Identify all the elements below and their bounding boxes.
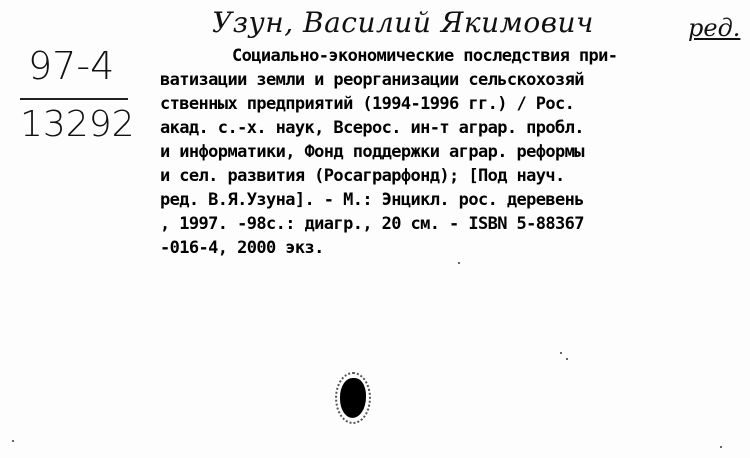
call-number-divider: [20, 98, 128, 100]
call-number-top: 97-4: [28, 44, 115, 88]
typed-line-2: ватизации земли и реорганизации сельскохозяй: [160, 70, 584, 90]
scan-speck: [566, 358, 568, 360]
typed-line-1: Социально-экономические последствия при-: [232, 46, 618, 66]
scan-speck: [12, 440, 14, 442]
scan-speck: [458, 262, 460, 264]
typed-line-4: акад. с.-х. наук, Всерос. ин-т аграр. пробл.: [160, 118, 584, 138]
typed-line-5: и информатики, Фонд поддержки аграр. реформы: [160, 142, 584, 162]
typed-line-6: и сел. развития (Росаграрфонд); [Под науч.: [160, 166, 565, 186]
scan-speck: [560, 352, 562, 354]
scan-speck: [720, 446, 722, 448]
handwritten-role: ред.: [688, 14, 741, 42]
typed-line-9: -016-4, 2000 экз.: [160, 238, 324, 258]
call-number-bottom: 13292: [20, 104, 135, 145]
typed-line-8: , 1997. -98с.: диагр., 20 см. - ISBN 5-88367: [160, 214, 584, 234]
handwritten-author: Узун, Василий Якимович: [212, 6, 594, 39]
typed-line-7: ред. В.Я.Узуна]. - М.: Энцикл. рос. деревень: [160, 190, 584, 210]
typed-line-3: ственных предприятий (1994-1996 гг.) / Рос.: [160, 94, 575, 114]
